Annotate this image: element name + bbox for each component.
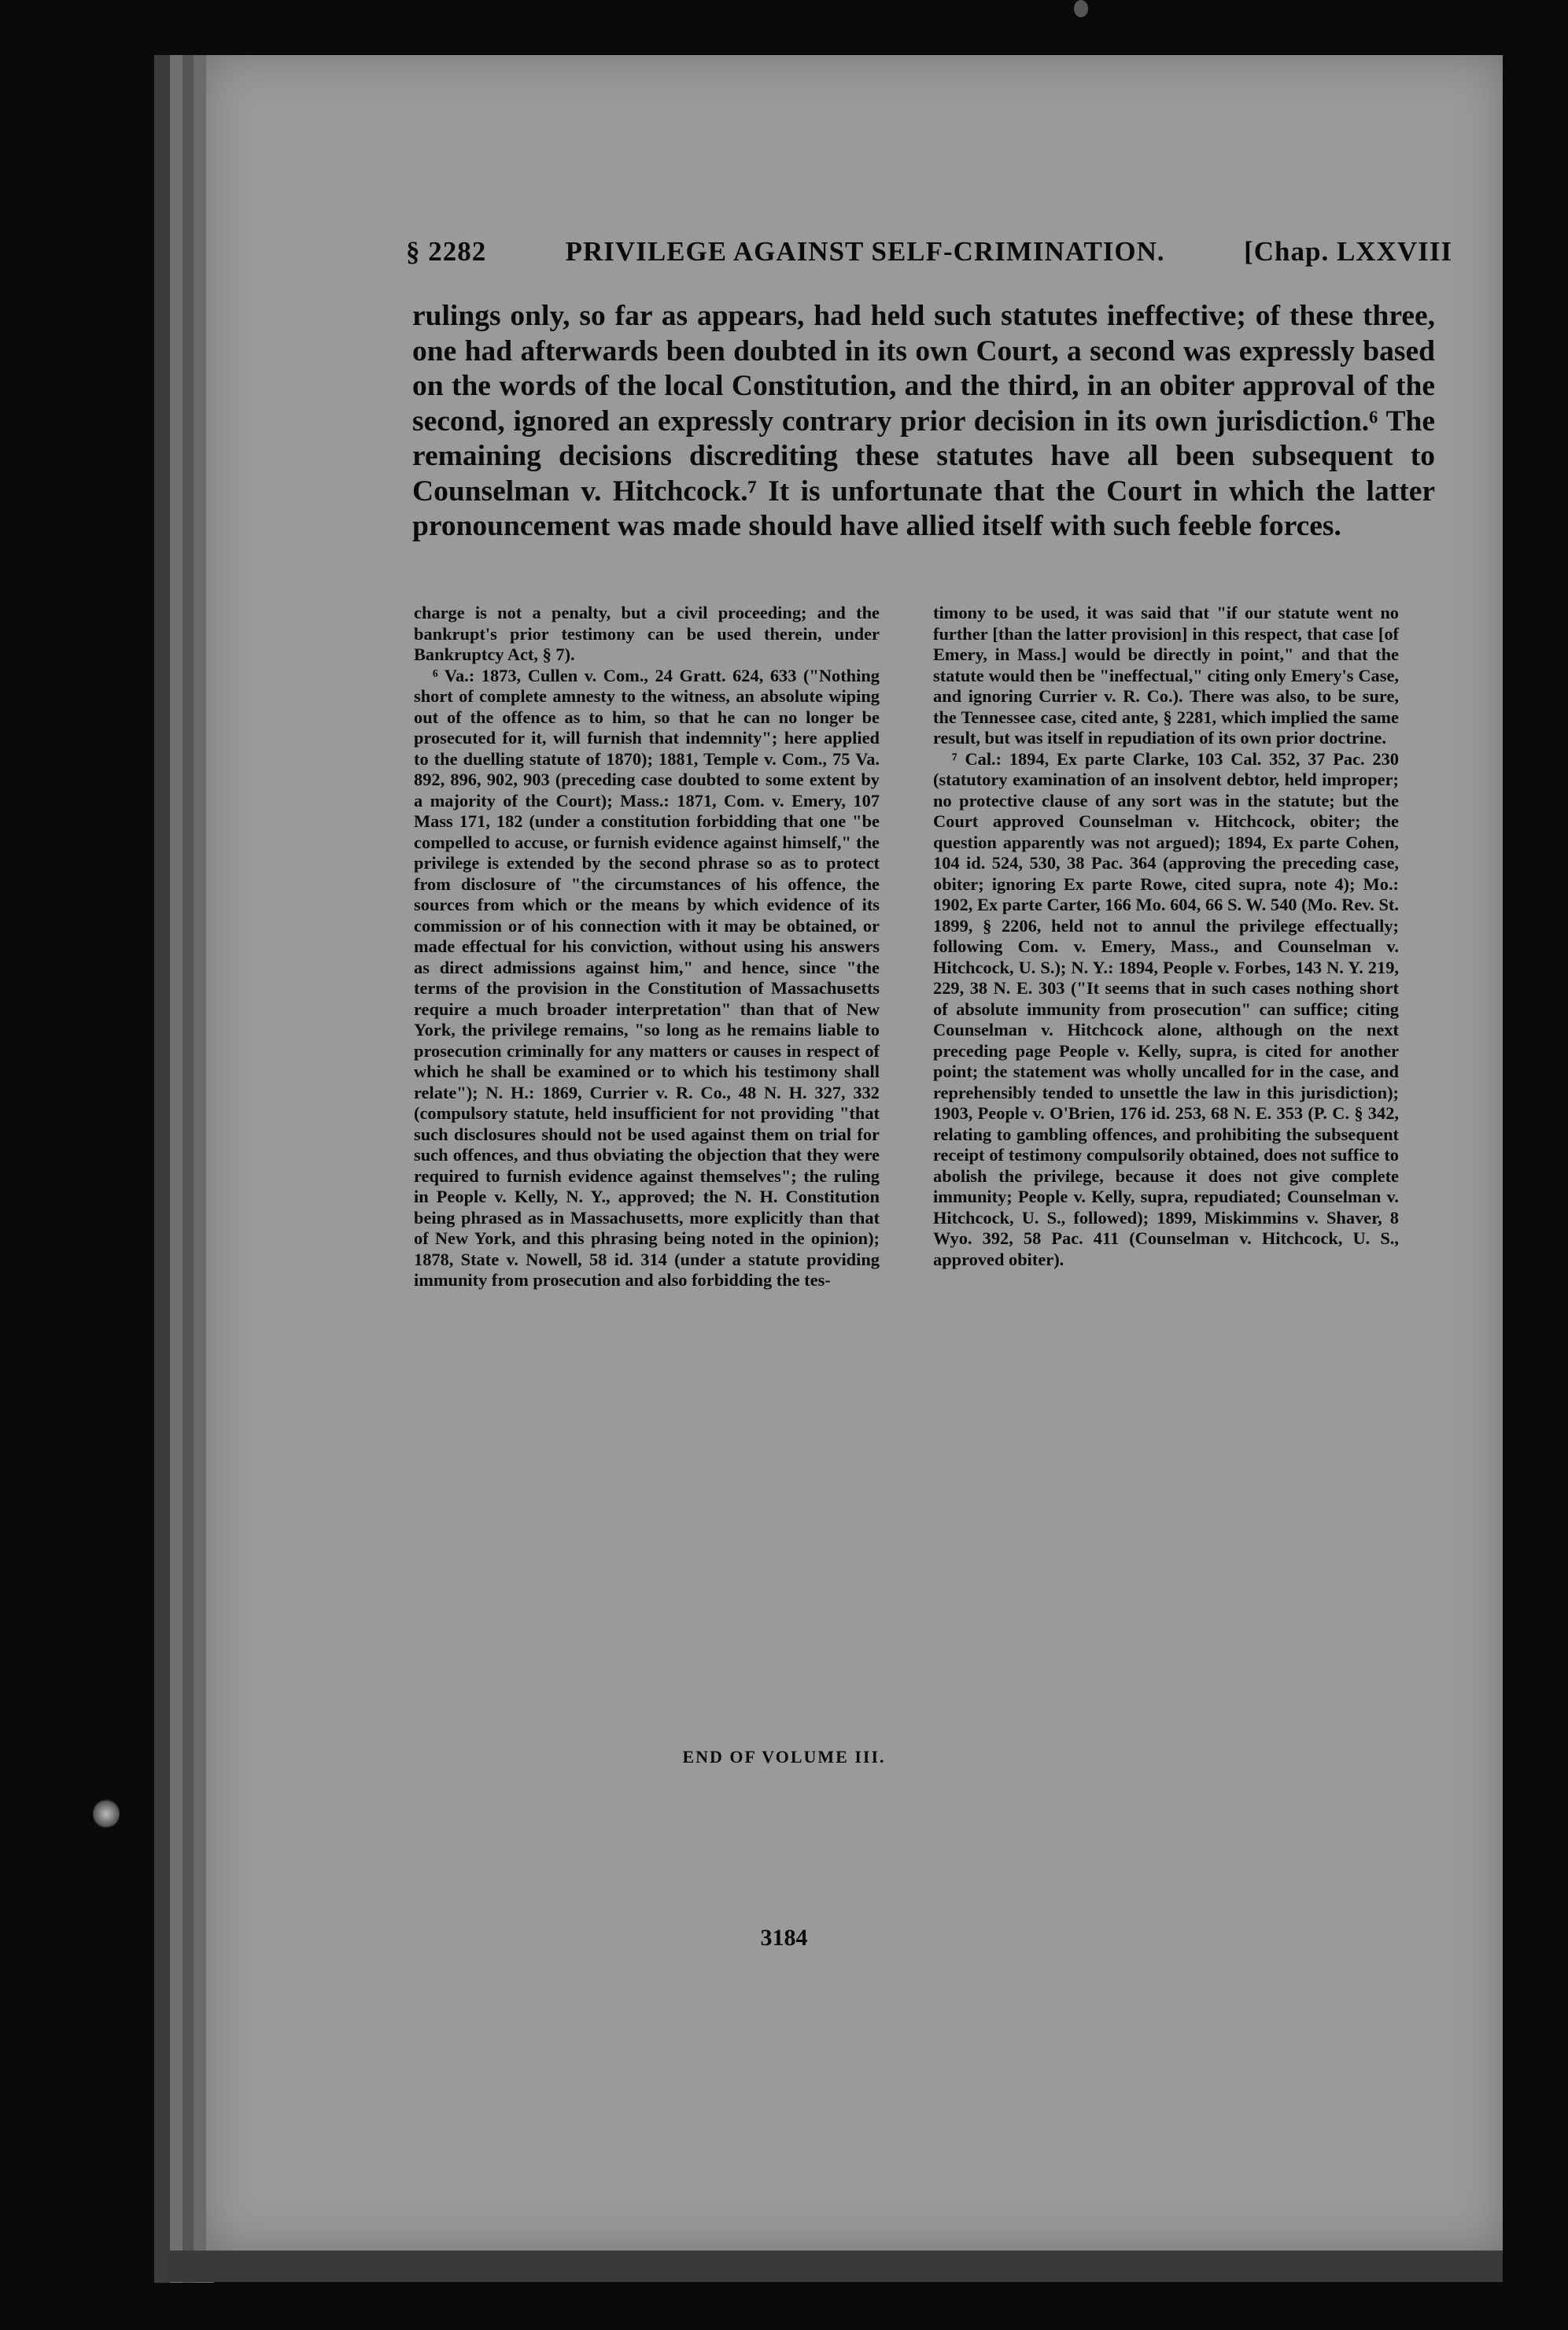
end-of-volume: END OF VOLUME III.: [682, 1747, 886, 1767]
page-number: 3184: [760, 1925, 808, 1951]
header-title: PRIVILEGE AGAINST SELF-CRIMINATION.: [565, 236, 1165, 267]
main-paragraph: rulings only, so far as appears, had held such statutes ineffective; of these three, one had afterwards been doubted in its own Court, a second was expressly based on the words of the local Constitution, and the third, in an obiter approval of the second, ignored an expressly contrary prior decision in its own jurisdiction.⁶ The remaining decisions discrediting these statutes have all been subsequent to Counselman v. Hitchcock.⁷ It is unfortunate that the Court in which the latter pronouncement was made should have allied itself with such feeble forces.: [412, 300, 1435, 542]
section-number: § 2282: [406, 236, 487, 267]
running-header: [406, 236, 1452, 268]
footnote-continuation: timony to be used, it was said that "if our statute went no further [than the latter provision] in this respect, that case [of Emery, in Mass.] would be directly in point," and that the statute would then be "ineffectual," citing only Emery's Case, and ignoring Currier v. R. Co.). There was also, to be sure, the Tennessee case, cited ante, § 2281, which implied the same result, but was itself in repudiation of its own prior doctrine.: [933, 603, 1399, 748]
footnote-column-right: [933, 603, 1399, 1270]
book-page: [206, 55, 1503, 2251]
chapter-label: [Chap. LXXVIII: [1244, 236, 1452, 267]
footnote-6: ⁶ Va.: 1873, Cullen v. Com., 24 Gratt. 624, 633 ("Nothing short of complete amnesty to the witness, an absolute wiping out of the offence as to him, so that he can no longer be prosecuted for it, will furnish that indemnity"; here applied to the duelling statute of 1870); 1881, Temple v. Com., 75 Va. 892, 896, 902, 903 (preceding case doubted to some extent by a majority of the Court); Mass.: 1871, Com. v. Emery, 107 Mass 171, 182 (under a constitution forbidding that one "be compelled to accuse, or furnish evidence against himself," the privilege is extended by the second phrase so as to protect from disclosure of "the circumstances of his offence, the sources from which or the means by which evidence of its commission or of his connection with it may be obtained, or made effectual for his conviction, without using his answers as direct admissions against him," and hence, since "the terms of the provision in the Constitution of Massachusetts require a much broader interpretation" than that of New York, the privilege remains, "so long as he remains liable to prosecution criminally for any matters or causes in respect of which he shall be examined or to which his testimony shall relate"); N. H.: 1869, Currier v. R. Co., 48 N. H. 327, 332 (compulsory statute, held insufficient for not providing "that such disclosures should not be used against them on trial for such offences, and thus obviating the objection that they were required to furnish evidence against themselves"; the ruling in People v. Kelly, N. Y., approved; the N. H. Constitution being phrased as in Massachusetts, more explicitly than that of New York, and this phrasing being noted in the opinion); 1878, State v. Nowell, 58 id. 314 (under a statute providing immunity from prosecution and also forbidding the tes-: [414, 665, 880, 1290]
footnote-column-left: [414, 603, 880, 1291]
footnote-7: ⁷ Cal.: 1894, Ex parte Clarke, 103 Cal. 352, 37 Pac. 230 (statutory examination of an insolvent debtor, held improper; no protective clause of any sort was in the statute; but the Court approved Counselman v. Hitchcock, obiter; the question apparently was not argued); 1894, Ex parte Cohen, 104 id. 524, 530, 38 Pac. 364 (approving the preceding case, obiter; ignoring Ex parte Rowe, cited supra, note 4); Mo.: 1902, Ex parte Carter, 166 Mo. 604, 66 S. W. 540 (Mo. Rev. St. 1899, § 2206, held not to annul the privilege effectually; following Com. v. Emery, Mass., and Counselman v. Hitchcock, U. S.); N. Y.: 1894, People v. Forbes, 143 N. Y. 219, 229, 38 N. E. 303 ("It seems that in such cases nothing short of absolute immunity from prosecution" can suffice; citing Counselman v. Hitchcock alone, although on the next preceding page People v. Kelly, supra, is cited for another point; the statement was wholly uncalled for in the case, and reprehensibly tended to unsettle the law in this jurisdiction); 1903, People v. O'Brien, 176 id. 253, 68 N. E. 353 (P. C. § 342, relating to gambling offences, and prohibiting the subsequent receipt of testimony compulsorily obtained, does not suffice to abolish the privilege, because it does not give complete immunity; People v. Kelly, supra, repudiated; Counselman v. Hitchcock, U. S., followed); 1899, Miskimmins v. Shaver, 8 Wyo. 392, 58 Pac. 411 (Counselman v. Hitchcock, U. S., approved obiter).: [933, 748, 1399, 1269]
footnote-continuation: charge is not a penalty, but a civil proceeding; and the bankrupt's prior testimony can be used therein, under Bankruptcy Act, § 7).: [414, 603, 880, 664]
